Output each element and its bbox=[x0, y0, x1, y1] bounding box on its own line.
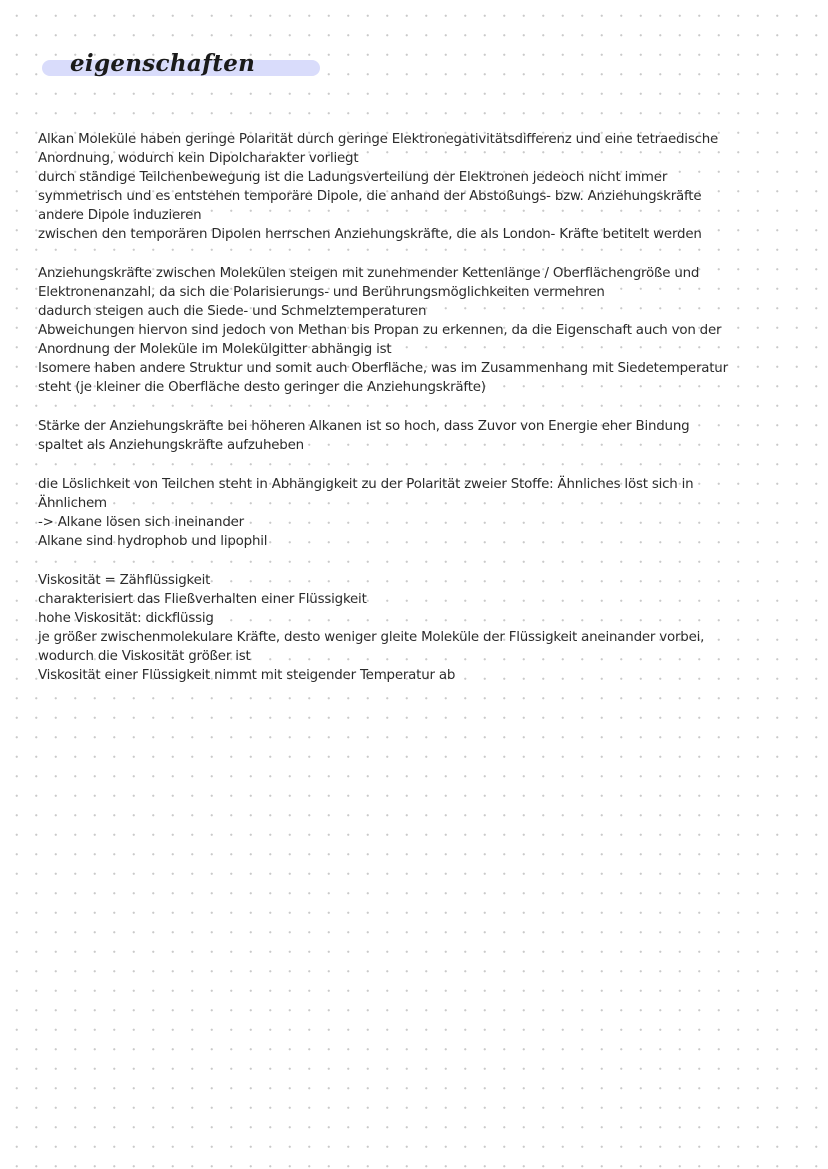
text-line: je größer zwischenmolekulare Kräfte, desto weniger gleite Moleküle der Flüssigkeit aneinander vorbei, bbox=[38, 630, 705, 645]
text-line: Anordnung der Moleküle im Molekülgitter abhängig ist bbox=[38, 342, 392, 357]
text-line: Elektronenanzahl, da sich die Polarisierungs- und Berührungsmöglichkeiten vermehren bbox=[38, 285, 605, 300]
text-line: Alkane sind hydrophob und lipophil bbox=[38, 534, 268, 549]
text-line: Alkan Moleküle haben geringe Polarität durch geringe Elektronegativitätsdifferenz und eine tetraedische bbox=[38, 132, 719, 147]
text-line: zwischen den temporären Dipolen herrschen Anziehungskräfte, die als London- Kräfte betitelt werden bbox=[38, 227, 702, 242]
text-line: Viskosität einer Flüssigkeit nimmt mit steigender Temperatur ab bbox=[38, 668, 456, 683]
text-line: Anziehungskräfte zwischen Molekülen steigen mit zunehmender Kettenlänge / Oberflächengröße und bbox=[38, 266, 700, 281]
paragraph-viscosity bbox=[38, 571, 798, 685]
text-line: die Löslichkeit von Teilchen steht in Abhängigkeit zu der Polarität zweier Stoffe: Ähnliches löst sich in bbox=[38, 477, 694, 492]
paragraph-london-forces bbox=[38, 130, 798, 244]
page-title: eigenschaften bbox=[70, 50, 256, 77]
text-line: steht (je kleiner die Oberfläche desto geringer die Anziehungskräfte) bbox=[38, 380, 486, 395]
text-line: spaltet als Anziehungskräfte aufzuheben bbox=[38, 438, 304, 453]
text-line: wodurch die Viskosität größer ist bbox=[38, 649, 251, 664]
text-line: durch ständige Teilchenbewegung ist die Ladungsverteilung der Elektronen jedeoch nicht immer bbox=[38, 170, 668, 185]
text-line: Stärke der Anziehungskräfte bei höheren Alkanen ist so hoch, dass Zuvor von Energie eher Bindung bbox=[38, 419, 690, 434]
paragraph-bond-strength bbox=[38, 417, 798, 455]
paragraph-gap bbox=[38, 455, 798, 475]
text-line: Viskosität = Zähflüssigkeit bbox=[38, 573, 211, 588]
notes-body bbox=[38, 130, 798, 685]
text-line: symmetrisch und es entstehen temporäre Dipole, die anhand der Abstoßungs- bzw. Anziehungskräfte bbox=[38, 189, 702, 204]
paragraph-gap bbox=[38, 551, 798, 571]
paragraph-gap bbox=[38, 244, 798, 264]
text-line: Ähnlichem bbox=[38, 496, 107, 511]
text-line: charakterisiert das Fließverhalten einer Flüssigkeit bbox=[38, 592, 367, 607]
paragraph-boiling-points bbox=[38, 264, 798, 397]
paragraph-solubility bbox=[38, 475, 798, 551]
text-line: Isomere haben andere Struktur und somit auch Oberfläche, was im Zusammenhang mit Siedetemperatur bbox=[38, 361, 728, 376]
text-line: Abweichungen hiervon sind jedoch von Methan bis Propan zu erkennen, da die Eigenschaft auch von der bbox=[38, 323, 722, 338]
text-line: Anordnung, wodurch kein Dipolcharakter vorliegt bbox=[38, 151, 359, 166]
text-line: dadurch steigen auch die Siede- und Schmelztemperaturen bbox=[38, 304, 427, 319]
paragraph-gap bbox=[38, 397, 798, 417]
text-line: andere Dipole induzieren bbox=[38, 208, 202, 223]
text-line: -> Alkane lösen sich ineinander bbox=[38, 515, 244, 530]
text-line: hohe Viskosität: dickflüssig bbox=[38, 611, 214, 626]
heading-block bbox=[40, 50, 330, 90]
